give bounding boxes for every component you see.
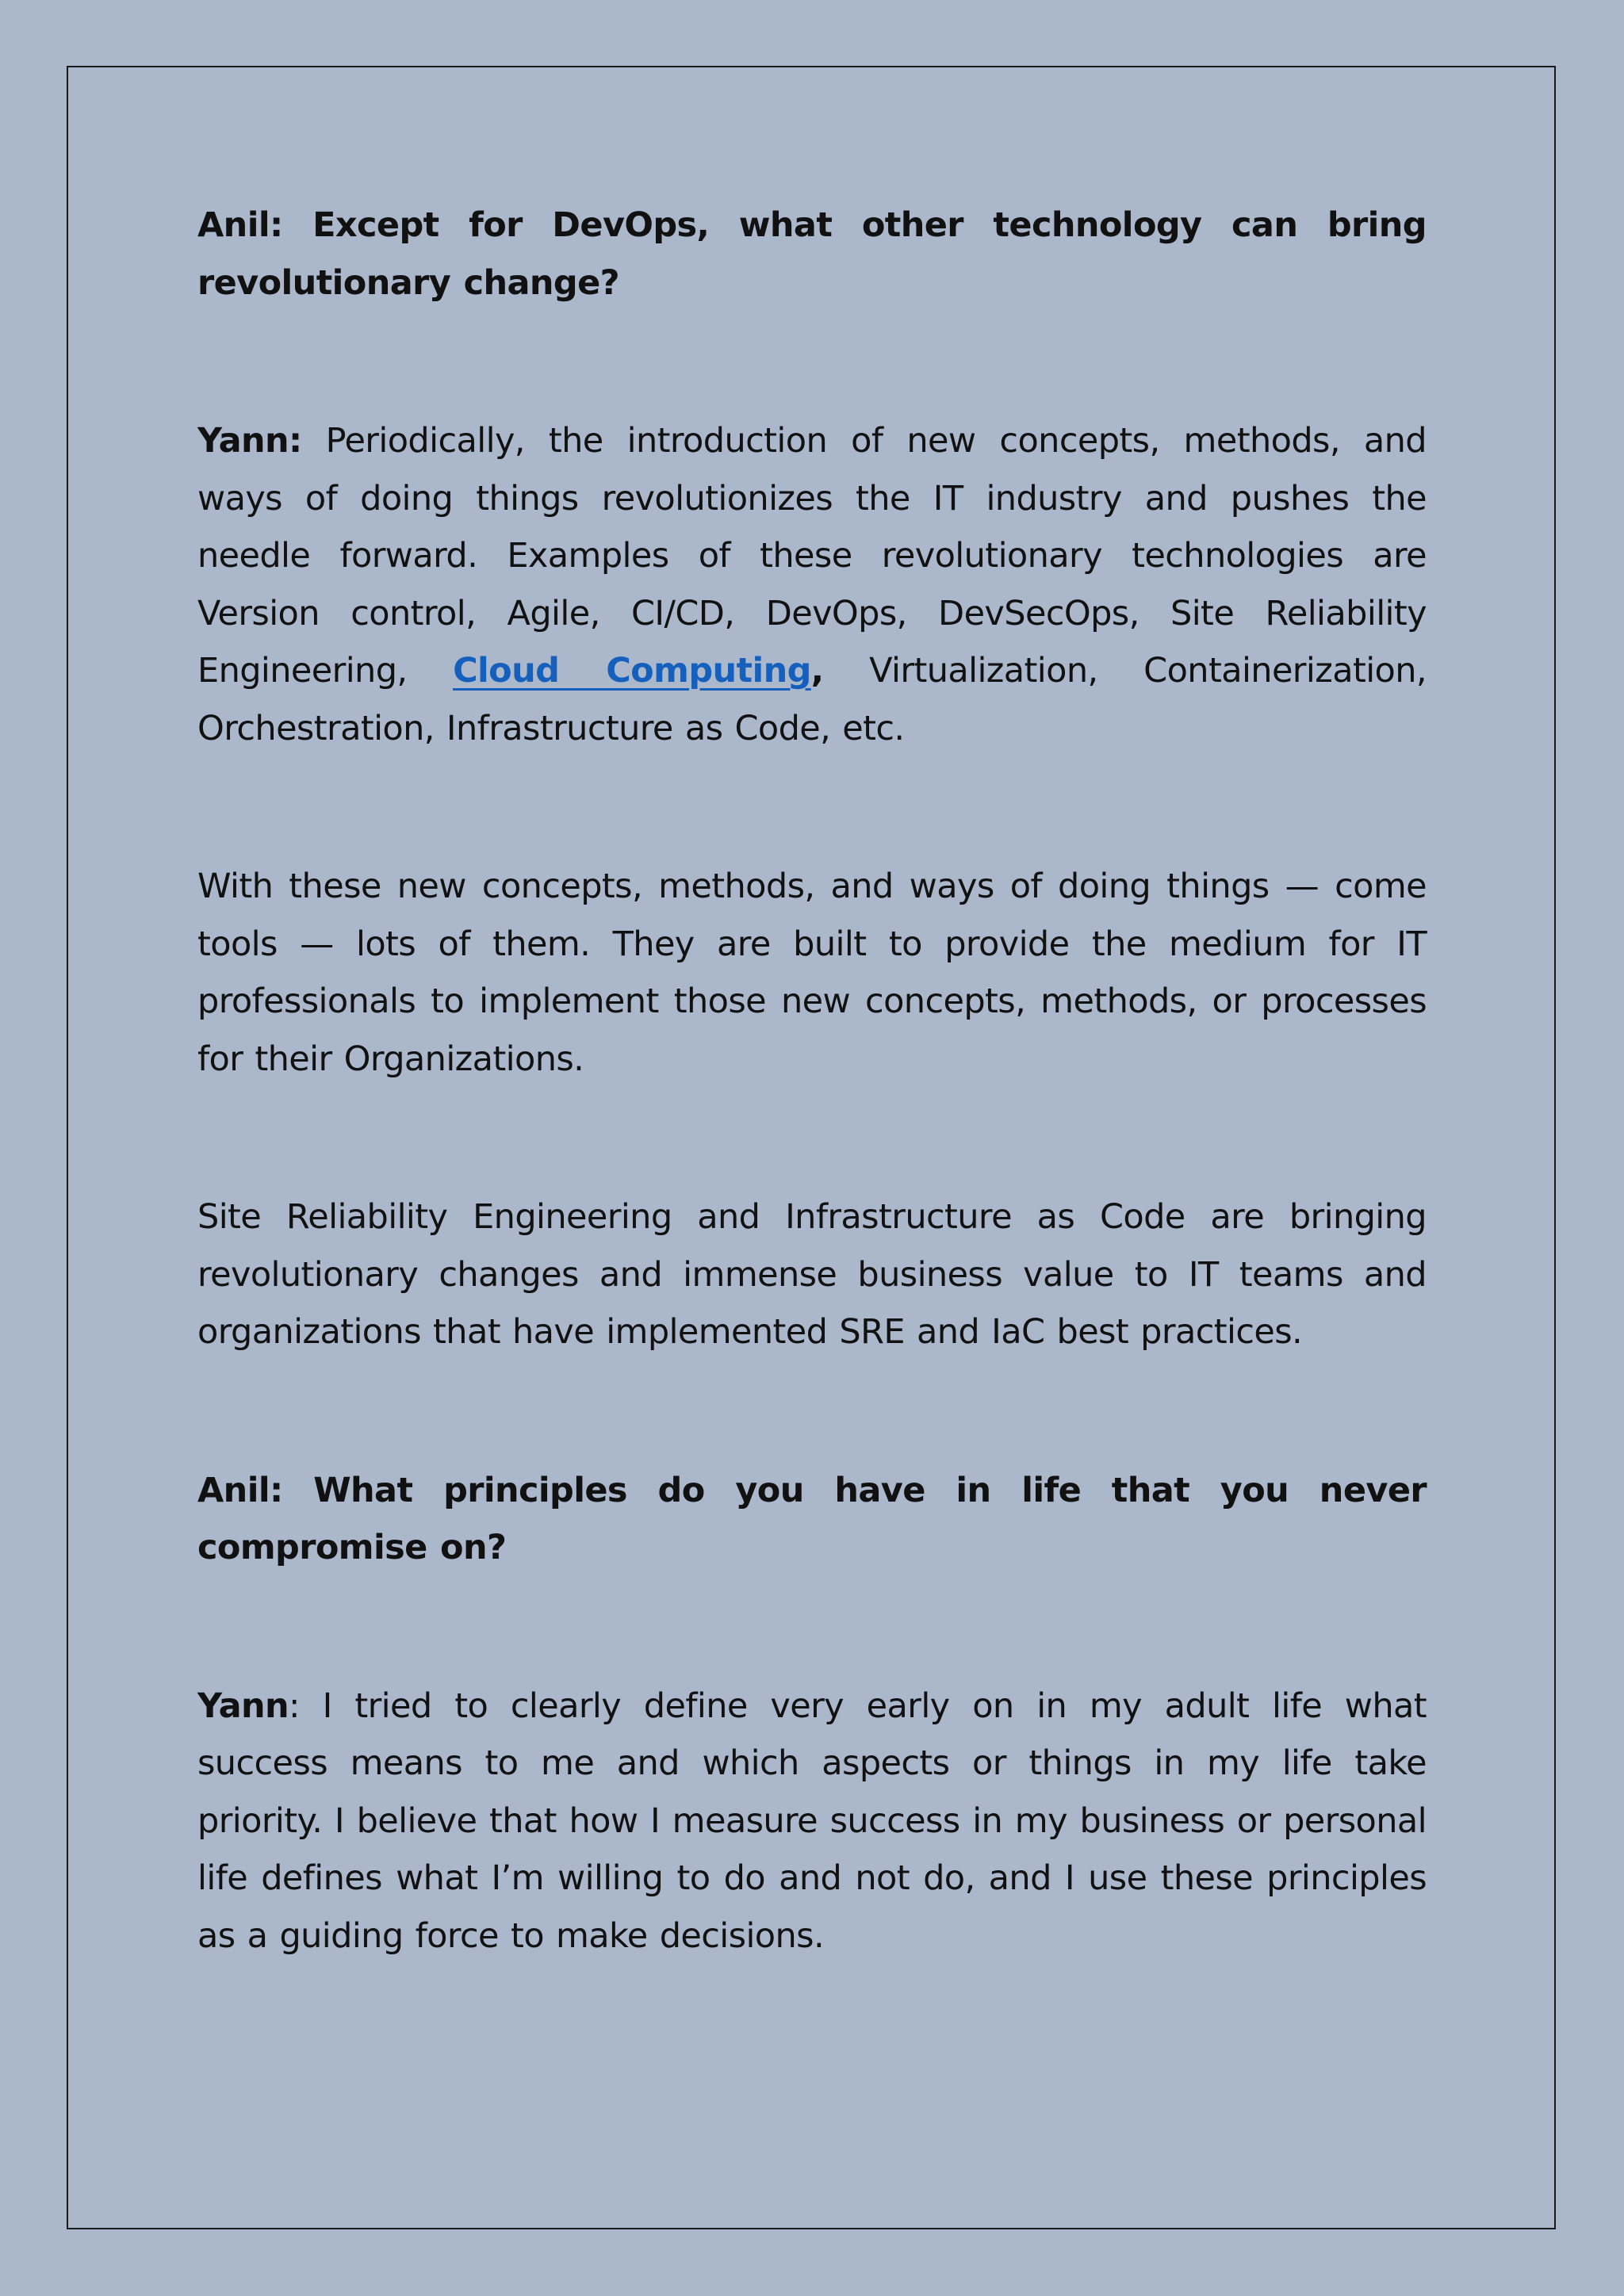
cloud-computing-link[interactable]: Cloud Computing (453, 651, 811, 691)
answer-1-text-start: Periodically, the introduction of new concepts, methods, and ways of doing things revolutionizes the IT industry and pushes the needle forward. Examples of these revolutionary technologies are Version control, Agile, CI/CD, DevOps, DevSecOps, Site Reliability Engineering, (197, 421, 1427, 691)
paragraph-gap (197, 1577, 1427, 1678)
paragraph-gap (197, 757, 1427, 858)
answer-2 (197, 1678, 1427, 1965)
paragraph-gap (197, 1361, 1427, 1462)
answer-1 (197, 412, 1427, 757)
answer-1-text-end: Virtualization, Containerization, Orchestration, Infrastructure as Code, etc. (197, 651, 1427, 748)
question-1: Anil: Except for DevOps, what other technology can bring revolutionary change? (197, 205, 1427, 303)
answer-1-comma: , (810, 651, 824, 691)
question-2: Anil: What principles do you have in life that you never compromise on? (197, 1470, 1427, 1567)
paragraph-tools: With these new concepts, methods, and ways of doing things — come tools — lots of them. They are built to provide the medium for IT professionals to implement those new concepts, methods, or processes for their Organizations. (197, 867, 1427, 1079)
answer-2-text: : I tried to clearly define very early on in my adult life what success means to me and which aspects or things in my life take priority. I believe that how I measure success in my business or personal life defines what I’m willing to do and not do, and I use these principles as a guiding force to make decisions. (197, 1686, 1427, 1956)
paragraph-gap (197, 312, 1427, 412)
speaker-label: Yann: (197, 421, 302, 461)
paragraph-sre-iac: Site Reliability Engineering and Infrastructure as Code are bringing revolutionary changes and immense business value to IT teams and organizations that have implemented SRE and IaC best practices. (197, 1197, 1427, 1352)
paragraph-gap (197, 1088, 1427, 1188)
document-content (197, 197, 1427, 1965)
speaker-label: Yann (197, 1686, 289, 1726)
